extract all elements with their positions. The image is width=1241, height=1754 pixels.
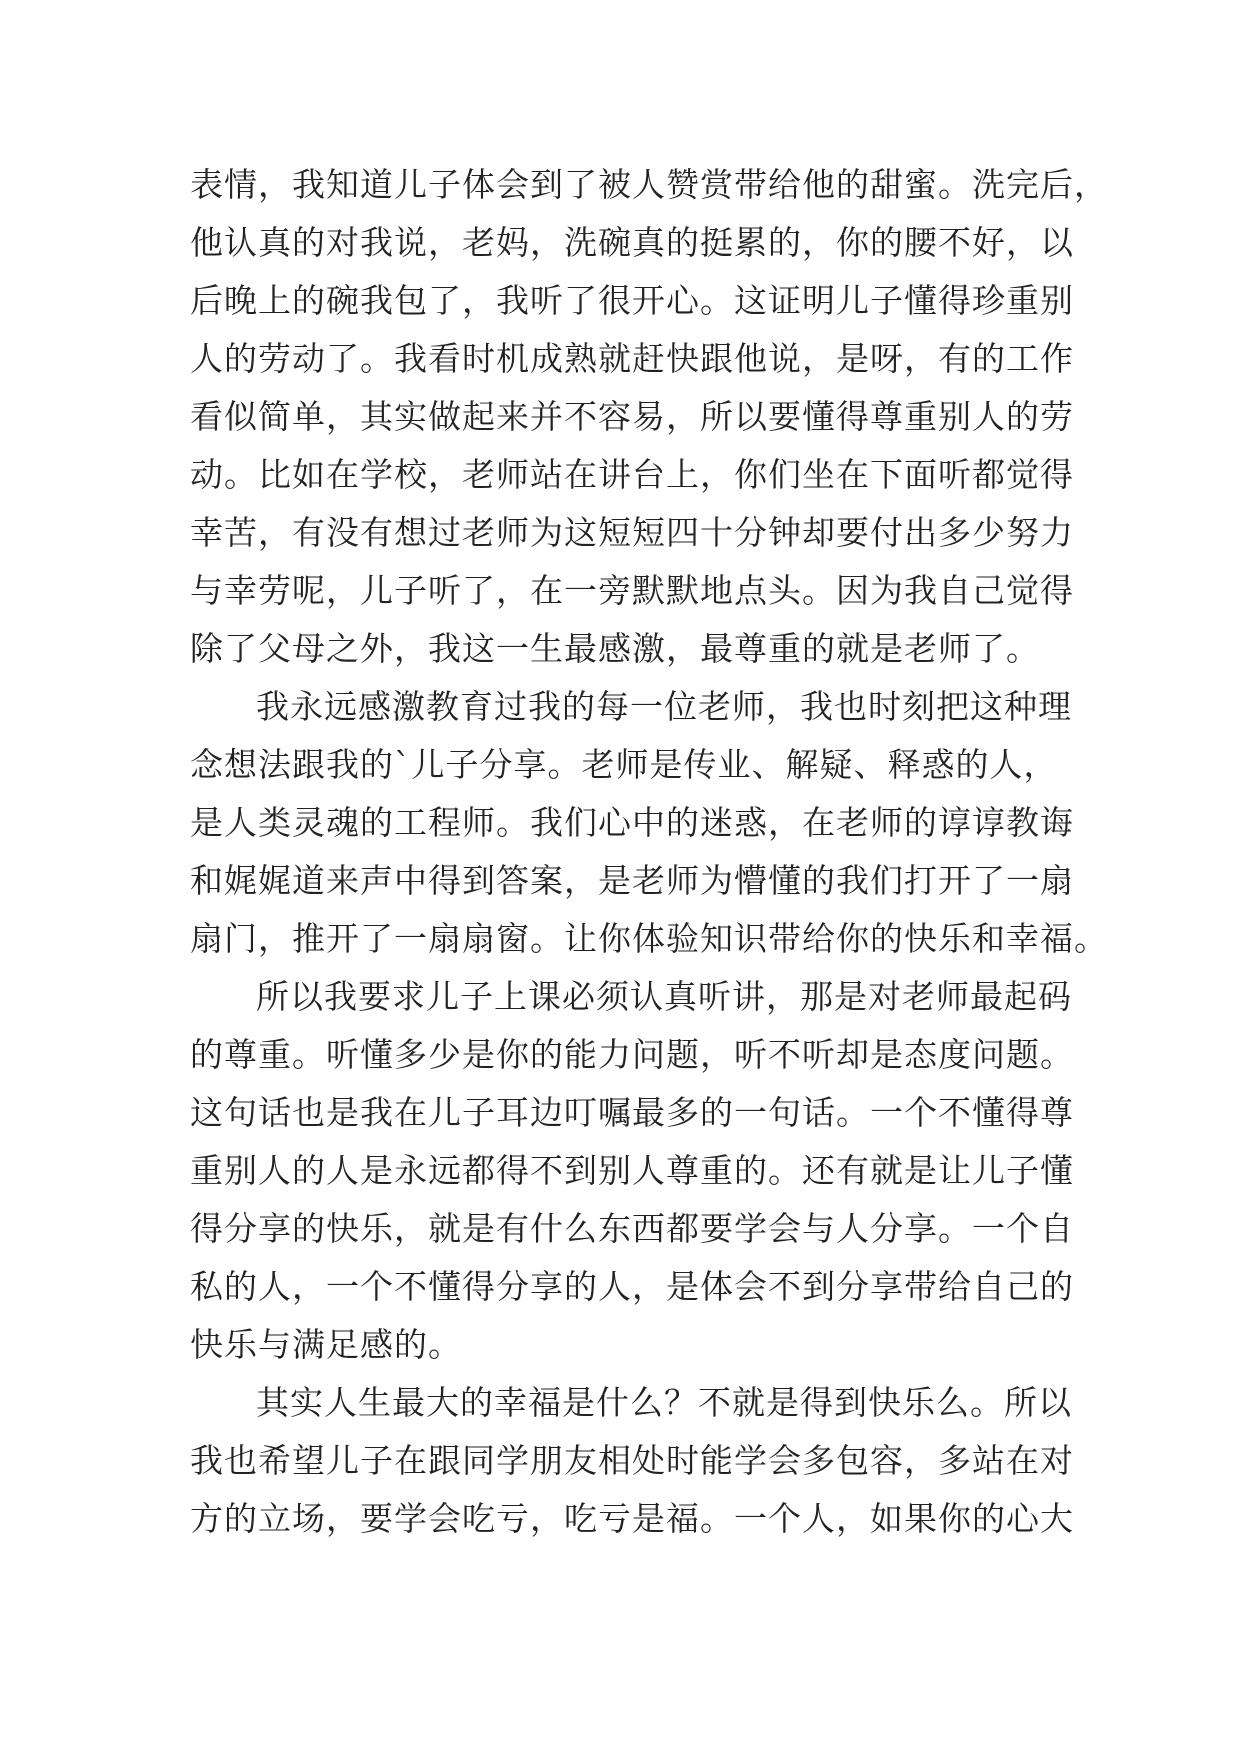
text-line: 扇门，推开了一扇扇窗。让你体验知识带给你的快乐和幸福。 [190,919,1108,958]
text-line: 我永远感激教育过我的每一位老师，我也时刻把这种理 [256,687,1072,726]
text-line: 后晚上的碗我包了，我听了很开心。这证明儿子懂得珍重别 [190,281,1074,320]
text-line: 他认真的对我说，老妈，洗碗真的挺累的，你的腰不好，以 [190,223,1074,262]
text-line: 快乐与满足感的。 [190,1325,462,1364]
text-line: 看似简单，其实做起来并不容易，所以要懂得尊重别人的劳 [190,397,1074,436]
text-line: 表情，我知道儿子体会到了被人赞赏带给他的甜蜜。洗完后， [190,165,1108,204]
text-line: 所以我要求儿子上课必须认真听讲，那是对老师最起码 [256,977,1072,1016]
text-line: 与幸劳呢，儿子听了，在一旁默默地点头。因为我自己觉得 [190,571,1074,610]
text-line: 人的劳动了。我看时机成熟就赶快跟他说，是呀，有的工作 [190,339,1074,378]
text-line: 其实人生最大的幸福是什么？不就是得到快乐么。所以 [256,1383,1072,1422]
text-line: 动。比如在学校，老师站在讲台上，你们坐在下面听都觉得 [190,455,1074,494]
text-line: 得分享的快乐，就是有什么东西都要学会与人分享。一个自 [190,1209,1074,1248]
text-line: 我也希望儿子在跟同学朋友相处时能学会多包容，多站在对 [190,1441,1074,1480]
text-line: 是人类灵魂的工程师。我们心中的迷惑，在老师的谆谆教诲 [190,803,1074,842]
text-line: 这句话也是我在儿子耳边叮嘱最多的一句话。一个不懂得尊 [190,1093,1074,1132]
text-line: 除了父母之外，我这一生最感激，最尊重的就是老师了。 [190,629,1040,668]
text-line: 幸苦，有没有想过老师为这短短四十分钟却要付出多少努力 [190,513,1074,552]
text-line: 的尊重。听懂多少是你的能力问题，听不听却是态度问题。 [190,1035,1074,1074]
text-line: 重别人的人是永远都得不到别人尊重的。还有就是让儿子懂 [190,1151,1074,1190]
text-line: 念想法跟我的`儿子分享。老师是传业、解疑、释惑的人， [190,745,1058,784]
document-body [190,156,1108,1548]
text-line: 方的立场，要学会吃亏，吃亏是福。一个人，如果你的心大 [190,1499,1074,1538]
text-line: 和娓娓道来声中得到答案，是老师为懵懂的我们打开了一扇 [190,861,1074,900]
text-line: 私的人，一个不懂得分享的人，是体会不到分享带给自己的 [190,1267,1074,1306]
